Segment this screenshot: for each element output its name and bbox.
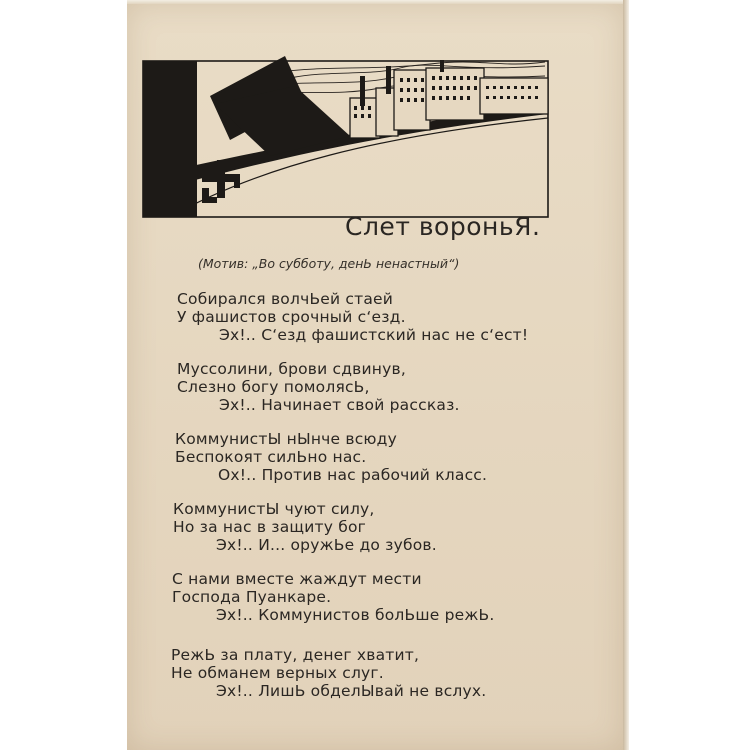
poem-line: Эх!.. ЛишЬ обделЫвай не вслух. bbox=[216, 682, 487, 700]
poem-line: Беспокоят силЬно нас. bbox=[175, 448, 367, 466]
poem-line: Эх!.. И... оружЬе до зубов. bbox=[216, 536, 437, 554]
poem-line: Эх!.. Начинает свой рассказ. bbox=[219, 396, 460, 414]
poem-title: Слет вороньЯ. bbox=[345, 212, 541, 241]
poem-line: Муссолини, брови сдвинув, bbox=[177, 360, 406, 378]
poem-line: Собирался волчЬей стаей bbox=[177, 290, 394, 308]
poem-line: Но за нас в защиту бог bbox=[173, 518, 367, 536]
poem-line: Господа Пуанкаре. bbox=[172, 588, 332, 606]
poem-line: КоммунистЫ чуют силу, bbox=[173, 500, 375, 518]
poem-tune-note: (Мотив: „Во субботу, денЬ ненастный“) bbox=[198, 256, 460, 271]
poem-line: С нами вместе жаждут мести bbox=[172, 570, 422, 588]
poem-line: Слезно богу помолясЬ, bbox=[177, 378, 370, 396]
poem-line: КоммунистЫ нЫнче всюду bbox=[175, 430, 397, 448]
poem-line: У фашистов срочный с‘езд. bbox=[177, 308, 406, 326]
poem-line: Не обманем верных слуг. bbox=[171, 664, 384, 682]
ground-arc bbox=[143, 106, 548, 184]
header-illustration bbox=[140, 56, 552, 222]
page-edge-right bbox=[623, 0, 629, 750]
swastika-symbol bbox=[202, 160, 240, 203]
hammer-icon bbox=[143, 56, 350, 217]
poem-line: Ох!.. Против нас рабочий класс. bbox=[218, 466, 488, 484]
poem-line: РежЬ за плату, денег хватит, bbox=[171, 646, 420, 664]
poem-line: Эх!.. С‘езд фашистский нас не с‘ест! bbox=[219, 326, 529, 344]
poem-line: Эх!.. Коммунистов болЬше режЬ. bbox=[216, 606, 495, 624]
